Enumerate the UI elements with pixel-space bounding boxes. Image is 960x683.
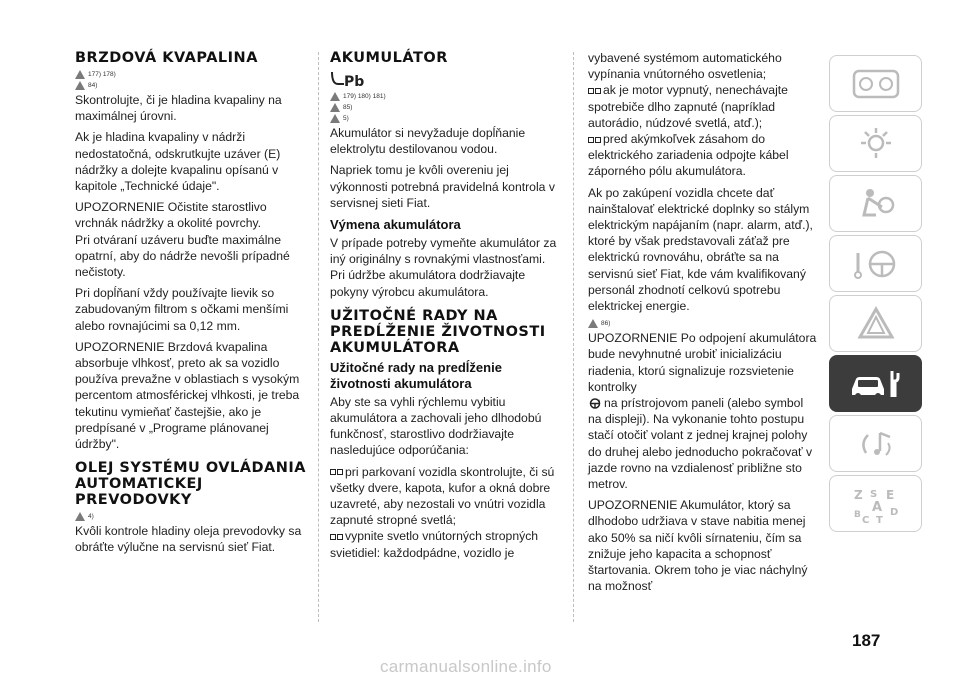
- ref-text: 4): [88, 513, 94, 521]
- tab-maintenance[interactable]: [829, 355, 922, 412]
- heading-battery-tips: UŽITOČNÉ RADY NA PREDĹŽENIE ŽIVOTNOSTI AKUMULÁTORA: [330, 307, 546, 356]
- svg-text:C: C: [861, 514, 869, 525]
- warning-triangle-icon: [330, 103, 340, 112]
- svg-text:T: T: [875, 514, 883, 525]
- warning-ref: [588, 319, 820, 328]
- paragraph: Napriek tomu je kvôli overeniu jej výkonnosti potrebná pravidelná kontrola v servisnej sieti Fiat.: [330, 163, 555, 210]
- emergency-triangle-icon: [846, 303, 906, 345]
- warning-ref: [75, 81, 307, 90]
- bullet-icon: [588, 136, 601, 144]
- svg-text:Pb: Pb: [344, 74, 365, 90]
- bullet-text: pred akýmkoľvek zásahom do elektrického zariadenia odpojte kábel záporného pólu akumulátora.: [588, 132, 789, 179]
- svg-text:B: B: [853, 509, 861, 520]
- paragraph: Akumulátor si nevyžaduje dopĺňanie elektrolytu destilovanou vodou.: [330, 126, 526, 157]
- paragraph: Ak je hladina kvapaliny v nádrži nedostatočná, odskrutkujte uzáver (E) nádržky a dolejte kvapalinu opísanú v kapitole „Technické údaje".: [75, 130, 281, 194]
- ref-text: 177) 178): [88, 71, 116, 78]
- warning-triangle-icon: [330, 114, 340, 123]
- ref-text: 85): [343, 104, 353, 111]
- warning-triangle-icon: [75, 70, 85, 79]
- subheading-battery-tips: Užitočné rady na predĺženie životnosti akumulátora: [330, 359, 502, 391]
- paragraph: UPOZORNENIE Brzdová kvapalina absorbuje vlhkosť, preto ak sa vozidlo používa prevažne v oblastiach s vysokým percentom atmosférickej vlhkosti, je treba tekutinu vymieňať častejšie, ako je predpísané v „Programe plánovanej údržby".: [75, 339, 300, 452]
- paragraph: [588, 330, 820, 395]
- column-1: [75, 50, 307, 561]
- tab-index[interactable]: [829, 475, 922, 532]
- tab-emergency[interactable]: [829, 295, 922, 352]
- paragraph-text: na prístrojovom paneli (alebo symbol na displeji). Na vykonanie tohto postupu stačí otočiť volant z jednej krajnej polohy do druhej alebo jednoducho pokračovať v jazde rovno na vzdialenosť približne sto metrov.: [588, 396, 813, 492]
- paragraph-text: UPOZORNENIE Po odpojení akumulátora bude nevyhnutné urobiť inicializáciu riadenia, ktorú signalizuje rozsvietenie kontrolky: [588, 331, 817, 394]
- paragraph: Aby ste sa vyhli rýchlemu vybitiu akumulátora a zachovali jeho dlhodobú funkčnosť, starostlivo dodržiavajte nasledujúce odporúčania:: [330, 394, 542, 458]
- bullet-icon: [330, 533, 343, 541]
- tab-multimedia[interactable]: [829, 415, 922, 472]
- bullet-item: [330, 528, 562, 560]
- warning-triangle-icon: [75, 512, 85, 521]
- steering-warning-icon: [588, 398, 602, 409]
- tab-dashboard[interactable]: [829, 55, 922, 112]
- steering-key-icon: [846, 243, 906, 285]
- bullet-text: ak je motor vypnutý, nenechávajte spotrebiče dlho zapnuté (napríklad autorádio, núdzové svetlá, atď.);: [588, 83, 788, 130]
- chapter-tabs: [829, 55, 922, 535]
- tab-safety[interactable]: [829, 175, 922, 232]
- paragraph: V prípade potreby vymeňte akumulátor za iný originálny s rovnakými vlastnosťami. Pri údržbe akumulátora dodržiavajte pokyny výrobcu akumulátora.: [330, 236, 557, 299]
- bullet-icon: [588, 87, 601, 95]
- heading-battery: AKUMULÁTOR: [330, 50, 448, 66]
- paragraph: UPOZORNENIE Očistite starostlivo vrchnák nádržky a okolité povrchy.: [75, 200, 267, 231]
- heading-brake-fluid: BRZDOVÁ KVAPALINA: [75, 50, 258, 66]
- bullet-text: vypnite svetlo vnútorných stropných svietidiel: každodpádne, vozidlo je: [330, 529, 539, 560]
- paragraph: Skontrolujte, či je hladina kvapaliny na maximálnej úrovni.: [75, 93, 282, 124]
- bullet-icon: [330, 468, 343, 476]
- ref-text: 179) 180) 181): [343, 93, 386, 100]
- battery-recycle-icon: [330, 70, 366, 90]
- warning-triangle-icon: [588, 319, 598, 328]
- warning-triangle-icon: [75, 81, 85, 90]
- watermark[interactable]: carmanualsonline.info: [380, 657, 552, 676]
- bullet-item: [588, 82, 820, 131]
- paragraph: UPOZORNENIE Akumulátor, ktorý sa dlhodobo udržiava v stave nabitia menej ako 50% sa ničí kvôli sírnateniu, čím sa znižuje jeho kapacita a schopnosť štartovania. Okrem toho je viac náchylný na možnosť: [588, 498, 808, 594]
- multimedia-icon: [846, 423, 906, 465]
- car-maintenance-icon: [846, 363, 906, 405]
- paragraph: Pri otváraní uzáveru buďte maximálne opatrní, aby do nádrže nevošli prípadné nečistoty.: [75, 232, 290, 280]
- warning-ref: [330, 103, 562, 112]
- ref-text: 5): [343, 115, 349, 122]
- column-2: [330, 50, 562, 566]
- svg-text:!: !: [599, 398, 601, 404]
- bullet-item: [588, 131, 820, 180]
- tab-starting-driving[interactable]: [829, 235, 922, 292]
- paragraph: Kvôli kontrole hladiny oleja prevodovky sa obráťte výlučne na servisnú sieť Fiat.: [75, 524, 302, 555]
- dashboard-icon: [846, 63, 906, 105]
- page-number: 187: [852, 631, 881, 650]
- ref-text: 86): [601, 320, 611, 328]
- svg-text:Z: Z: [853, 487, 863, 502]
- svg-text:D: D: [889, 506, 898, 518]
- ref-text: 84): [88, 82, 98, 89]
- paragraph: [588, 395, 820, 492]
- airbag-safety-icon: [846, 183, 906, 225]
- bullet-text: pri parkovaní vozidla skontrolujte, či sú všetky dvere, kapota, kufor a okná dobre uzavreté, aby nezostali vo vnútri vozidla zapnuté stropné svetlá;: [330, 464, 555, 528]
- tab-warning-lights[interactable]: [829, 115, 922, 172]
- paragraph: vybavené systémom automatického vypínania vnútorného osvetlenia;: [588, 51, 782, 82]
- heading-transmission-oil: OLEJ SYSTÉMU OVLÁDANIA AUTOMATICKEJ PREVODOVKY: [75, 460, 306, 509]
- warning-ref: [330, 114, 562, 123]
- warning-ref: [75, 70, 307, 79]
- svg-text:E: E: [885, 487, 894, 502]
- warning-ref: [75, 512, 307, 521]
- index-letters-icon: [846, 483, 906, 525]
- svg-text:S: S: [869, 488, 877, 500]
- warning-lights-icon: [846, 123, 906, 165]
- column-divider: [318, 52, 319, 622]
- svg-text:A: A: [871, 499, 882, 515]
- paragraph: Ak po zakúpení vozidla chcete dať nainštalovať elektrické doplnky so stálym elektrickým napájaním (napr. alarm, atď.), ktoré by však predstavovali záťaž pre elektrickú rovnováhu, obráťte sa na servisnú sieť Fiat, kde vám kvalifikovaný personál zhodnotí celkovú spotrebu elektrickej energie.: [588, 185, 813, 314]
- warning-triangle-icon: [330, 92, 340, 101]
- column-divider: [573, 52, 574, 622]
- paragraph: Pri dopĺňaní vždy používajte lievik so zabudovaným filtrom s očkami menšími alebo rovnajúcimi sa 0,12 mm.: [75, 286, 289, 333]
- subheading-replacement: Výmena akumulátora: [330, 217, 461, 233]
- column-3: [588, 50, 820, 600]
- bullet-item: [330, 464, 562, 529]
- warning-ref: [330, 92, 562, 101]
